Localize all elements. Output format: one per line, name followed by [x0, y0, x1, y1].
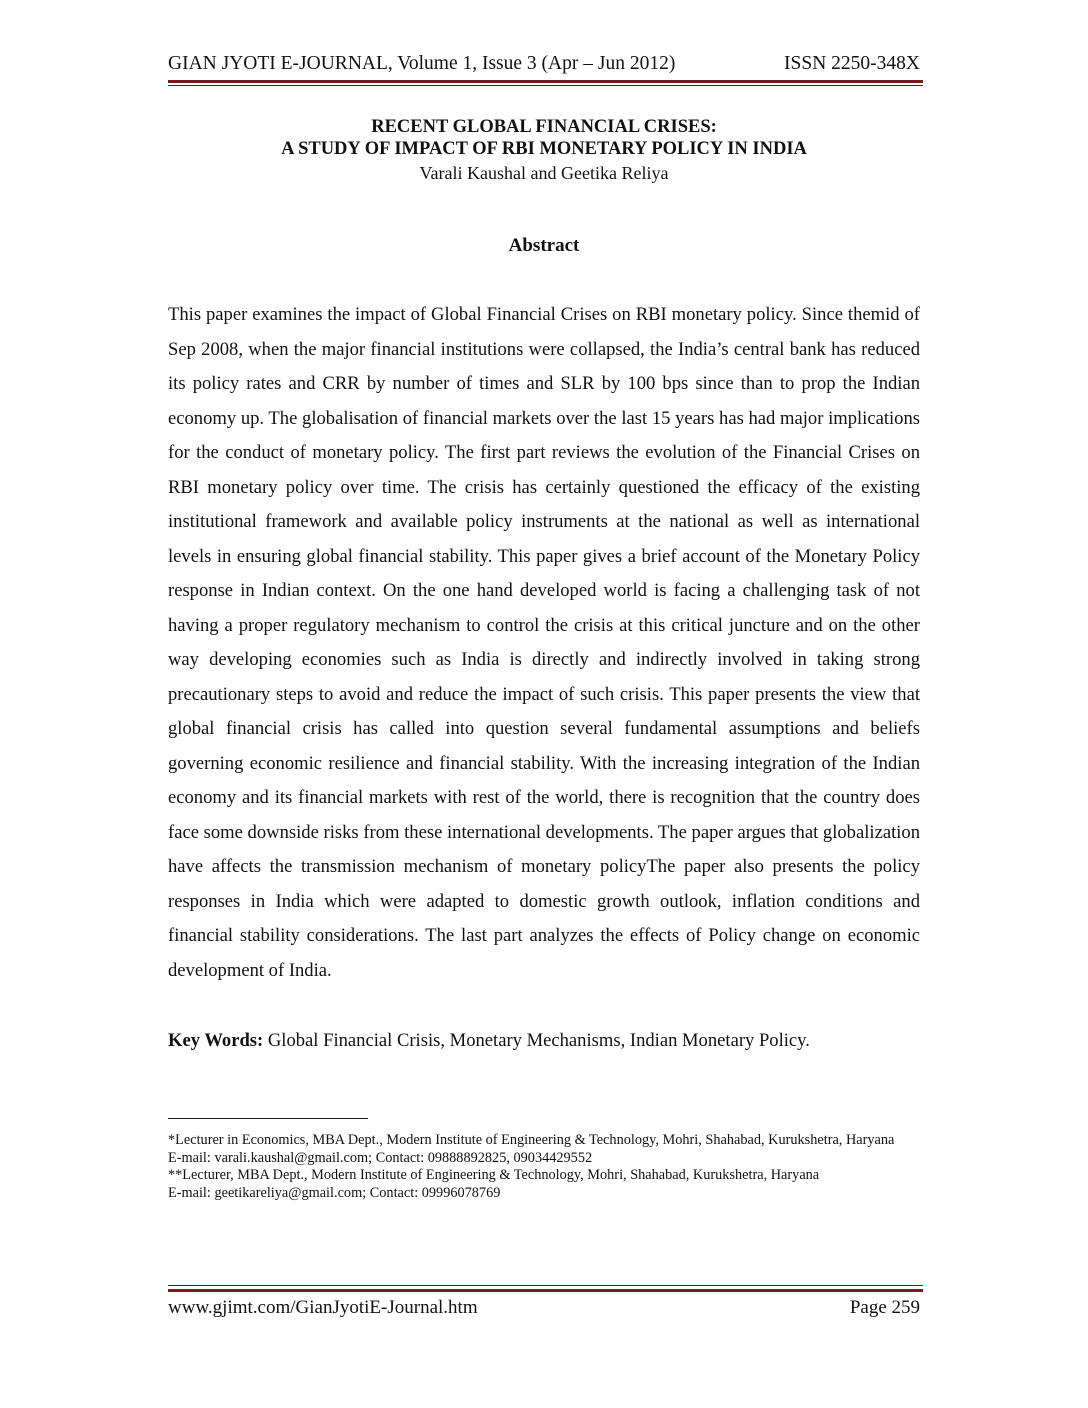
header-rule-thin: [168, 85, 923, 86]
keywords-text: Global Financial Crisis, Monetary Mechanisms, Indian Monetary Policy.: [263, 1030, 810, 1051]
paper-title-line-1: RECENT GLOBAL FINANCIAL CRISES:: [371, 117, 717, 137]
running-header: [168, 52, 920, 76]
footnote-author-2-affiliation: **Lecturer, MBA Dept., Modern Institute of Engineering & Technology, Mohri, Shahabad, Kurukshetra, Haryana: [168, 1167, 820, 1183]
running-footer: [168, 1296, 920, 1320]
keywords-label: Key Words:: [168, 1030, 264, 1051]
journal-url: www.gjimt.com/GianJyotiE-Journal.htm: [168, 1297, 478, 1318]
paper-title-line-2: A STUDY OF IMPACT OF RBI MONETARY POLICY IN INDIA: [281, 139, 807, 159]
issn-number: ISSN 2250-348X: [784, 53, 920, 74]
footnotes: [168, 1132, 920, 1202]
footnote-author-1-affiliation: *Lecturer in Economics, MBA Dept., Modern Institute of Engineering & Technology, Mohri, Shahabad, Kurukshetra, Haryana: [168, 1132, 895, 1148]
footnote-author-1-contact: E-mail: varali.kaushal@gmail.com; Contact: 09888892825, 09034429552: [168, 1149, 593, 1166]
footnote-separator: [168, 1118, 368, 1119]
footnote-author-2-contact: E-mail: geetikareliya@gmail.com; Contact: 09996078769: [168, 1184, 501, 1201]
keywords-line: [168, 1026, 920, 1056]
journal-citation: GIAN JYOTI E-JOURNAL, Volume 1, Issue 3 (Apr – Jun 2012): [168, 53, 676, 74]
title-block: [168, 116, 920, 186]
footer-rule: [168, 1289, 923, 1292]
abstract-heading: Abstract: [508, 235, 580, 256]
page-number: Page 259: [849, 1297, 920, 1318]
author-names: Varali Kaushal and Geetika Reliya: [419, 163, 669, 183]
header-rule: [168, 80, 923, 83]
abstract-body: This paper examines the impact of Global Financial Crises on RBI monetary policy. Since themid of Sep 2008, when the major financial institutions were collapsed, the India’s central bank has reduced its policy rates and CRR by number of times and SLR by 100 bps since than to prop the Indian economy up. The globalisation of financial markets over the last 15 years has had major implications for the conduct of monetary policy. The first part reviews the evolution of the Financial Crises on RBI monetary policy over time. The crisis has certainly questioned the efficacy of the existing institutional framework and available policy instruments at the national as well as international levels in ensuring global financial stability. This paper gives a brief account of the Monetary Policy response in Indian context. On the one hand developed world is facing a challenging task of not having a proper regulatory mechanism to control the crisis at this critical juncture and on the other way developing economies such as India is directly and indirectly involved in taking strong precautionary steps to avoid and reduce the impact of such crisis. This paper presents the view that global financial crisis has called into question several fundamental assumptions and beliefs governing economic resilience and financial stability. With the increasing integration of the Indian economy and its financial markets with rest of the world, there is recognition that the country does face some downside risks from these international developments. The paper argues that globalization have affects the transmission mechanism of monetary policyThe paper also presents the policy responses in India which were adapted to domestic growth outlook, inflation conditions and financial stability considerations. The last part analyzes the effects of Policy change on economic development of India.: [168, 304, 920, 981]
footer-rule-thin: [168, 1285, 923, 1286]
